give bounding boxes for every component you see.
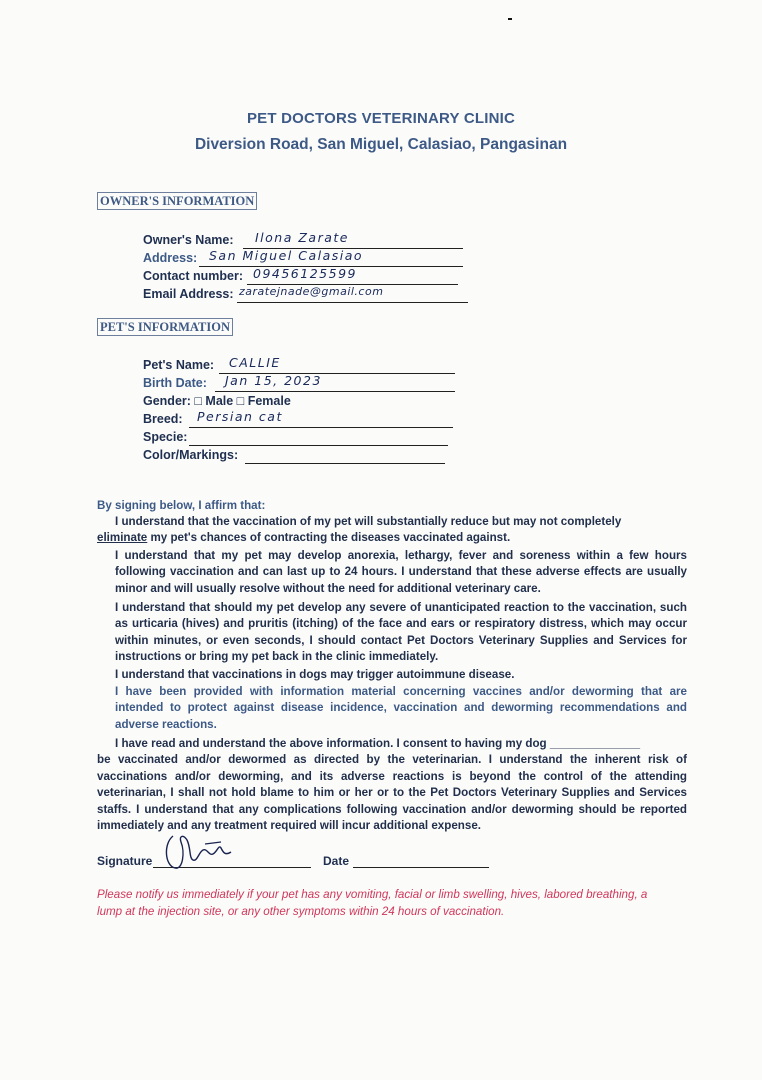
- email-label: Email Address:: [143, 287, 234, 301]
- symptoms-notice: Please notify us immediately if your pet has any vomiting, facial or limb swelling, hives, labored breathing, a lump at the injection site, or any other symptoms within 24 hours of vaccination.: [97, 888, 648, 918]
- contact-number-label: Contact number:: [143, 269, 243, 283]
- consent-p5-text: I have been provided with information material concerning vaccines and/or deworming that are intended to protect against disease incidence, vaccination and deworming recommendations and adverse reactions.: [115, 685, 687, 731]
- pet-name-label: Pet's Name:: [143, 358, 215, 372]
- email-value: zaratejnade@gmail.com: [239, 285, 384, 298]
- address-value: San Miguel Calasiao: [209, 248, 364, 263]
- date-label: Date: [323, 854, 350, 868]
- color-markings-field: [143, 446, 445, 464]
- consent-p1-line2: my pet's chances of contracting the diseases vaccinated against.: [147, 531, 511, 545]
- handwritten-signature: [159, 830, 239, 874]
- consent-p5: [97, 684, 687, 733]
- specie-label: Specie:: [143, 430, 188, 444]
- consent-p6-text: be vaccinated and/or dewormed as directed by the veterinarian. I understand the inherent risk of vaccinations and/or deworming, and its adverse reactions is beyond the control of the attending veterinarian, I shall not hold blame to him or her or to the Pet Doctors Veterinary Supplies and Services staffs. I understand that any complications following vaccination and/or deworming should be reported immediately and any treatment required will incur additional expense.: [97, 753, 687, 833]
- breed-value: Persian cat: [197, 409, 283, 424]
- birth-date-value: Jan 15, 2023: [225, 373, 322, 388]
- consent-p2-text: I understand that my pet may develop anorexia, lethargy, fever and soreness within a few hours following vaccination and can last up to 24 hours. I understand that these adverse effects are usually minor and will usually resolve without the need for additional veterinary care.: [115, 549, 687, 595]
- signature-row: [97, 852, 617, 872]
- address-label: Address:: [143, 251, 198, 265]
- owner-name-value: Ilona Zarate: [255, 230, 349, 245]
- date-line[interactable]: [353, 852, 489, 868]
- consent-intro: By signing below, I affirm that:: [97, 499, 266, 512]
- consent-p4: [97, 667, 687, 683]
- gender-label: Gender: □ Male □ Female: [143, 394, 291, 408]
- email-field: [143, 285, 468, 303]
- color-markings-label: Color/Markings:: [143, 448, 239, 462]
- breed-field: [143, 410, 453, 428]
- breed-label: Breed:: [143, 412, 183, 426]
- clinic-address: Diversion Road, San Miguel, Calasiao, Pangasinan: [194, 136, 568, 153]
- birth-date-field: [143, 374, 455, 392]
- contact-number-value: 09456125599: [253, 266, 357, 281]
- consent-p2: [97, 548, 687, 597]
- consent-p3: [97, 600, 687, 666]
- scan-mark: [508, 18, 512, 20]
- clinic-name: PET DOCTORS VETERINARY CLINIC: [246, 110, 516, 127]
- pet-name-value: CALLIE: [229, 355, 281, 370]
- consent-p6-line1: I have read and understand the above information. I consent to having my dog ______________: [115, 737, 641, 750]
- consent-p1: [97, 514, 687, 547]
- owner-section-title: OWNER'S INFORMATION: [97, 192, 257, 210]
- specie-field: [143, 428, 448, 446]
- consent-p4-text: I understand that vaccinations in dogs may trigger autoimmune disease.: [115, 668, 515, 681]
- signature-label: Signature: [97, 854, 153, 868]
- pet-section-title: PET'S INFORMATION: [97, 318, 233, 336]
- consent-p1-eliminate: eliminate: [97, 531, 148, 545]
- consent-p6: [97, 736, 687, 834]
- birth-date-label: Birth Date:: [143, 376, 207, 390]
- owner-name-label: Owner's Name:: [143, 233, 234, 247]
- consent-p1-line1: I understand that the vaccination of my pet will substantially reduce but may not completely: [115, 515, 622, 528]
- consent-p3-text: I understand that should my pet develop any severe of unanticipated reaction to the vaccination, such as urticaria (hives) and pruritis (itching) of the face and ears or respiratory distress, which may occur within minutes, or even seconds, I should contact Pet Doctors Veterinary Supplies and Services for instructions or bring my pet back in the clinic immediately.: [115, 601, 687, 664]
